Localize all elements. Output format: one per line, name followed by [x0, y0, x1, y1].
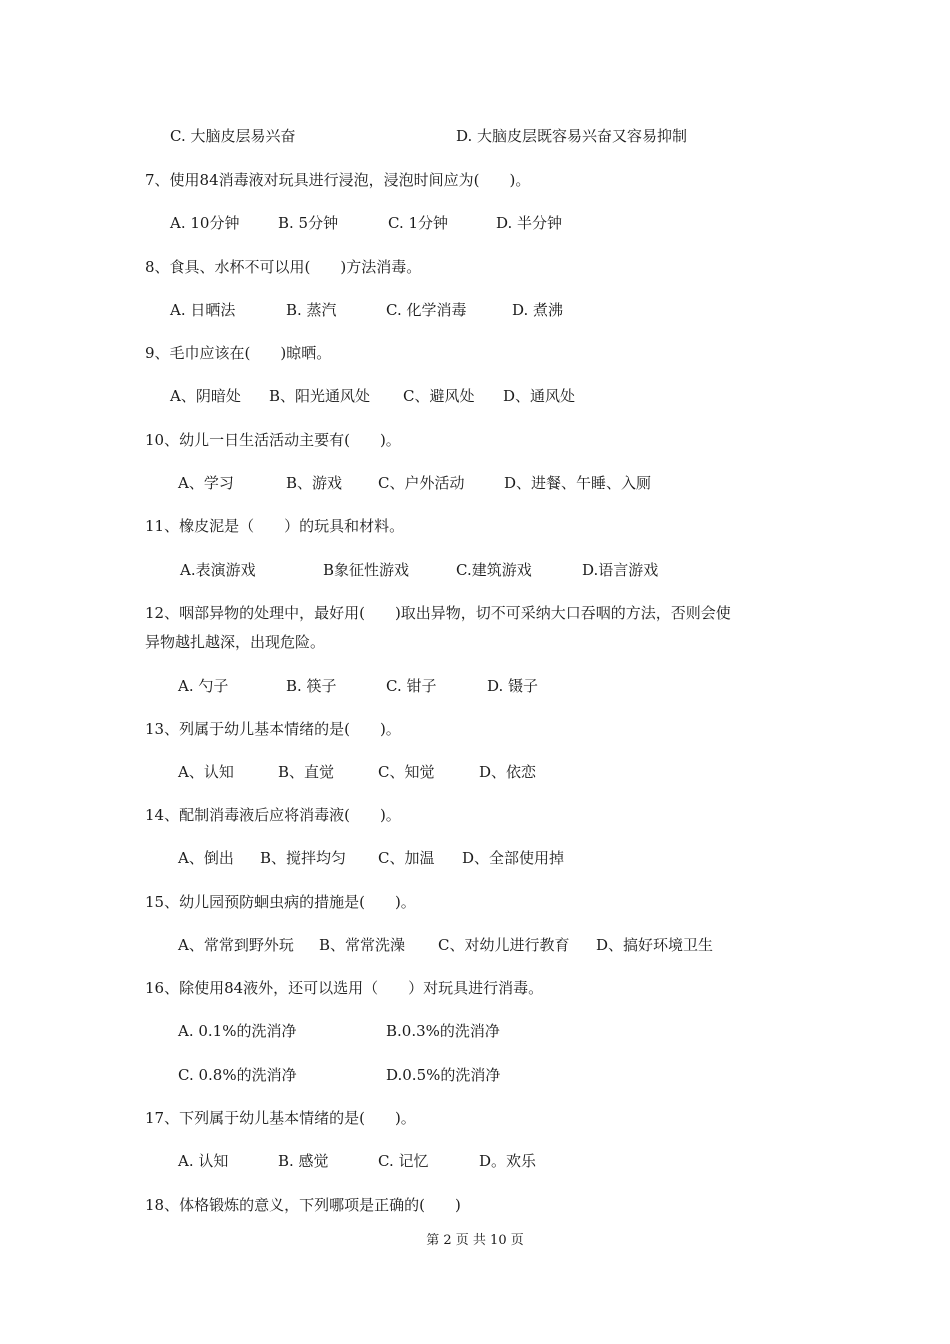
q15-option-a: A、常常到野外玩 [178, 936, 294, 954]
q13-stem: 13、列属于幼儿基本情绪的是( )。 [145, 720, 401, 738]
q16-option-d: D.0.5%的洗消净 [386, 1066, 501, 1084]
q7-option-a: A. 10分钟 [170, 214, 240, 232]
page-footer: 第 2 页 共 10 页 [426, 1233, 524, 1248]
q10-option-a: A、学习 [178, 474, 234, 492]
q15-stem: 15、幼儿园预防蛔虫病的措施是( )。 [145, 893, 416, 911]
q16-stem: 16、除使用84液外，还可以选用（ ）对玩具进行消毒。 [145, 979, 544, 997]
q17-option-a: A. 认知 [178, 1152, 229, 1170]
q18-stem: 18、体格锻炼的意义，下列哪项是正确的( ) [145, 1196, 461, 1214]
q8-stem: 8、食具、水杯不可以用( )方法消毒。 [145, 258, 422, 276]
q9-stem: 9、毛巾应该在( )晾晒。 [145, 344, 332, 362]
q17-stem: 17、下列属于幼儿基本情绪的是( )。 [145, 1109, 416, 1127]
q8-option-a: A. 日晒法 [170, 301, 236, 319]
q8-option-c: C. 化学消毒 [386, 301, 467, 319]
q9-option-b: B、阳光通风处 [269, 387, 371, 405]
q15-option-b: B、常常洗澡 [319, 936, 406, 954]
q11-option-a: A.表演游戏 [180, 561, 256, 579]
q16-option-c: C. 0.8%的洗消净 [178, 1066, 297, 1084]
q6-option-c: C. 大脑皮层易兴奋 [170, 127, 296, 145]
q13-option-a: A、认知 [178, 763, 234, 781]
q10-option-d: D、进餐、午睡、入厕 [504, 474, 652, 492]
q14-option-c: C、加温 [378, 849, 435, 867]
q7-option-d: D. 半分钟 [496, 214, 563, 232]
q8-option-b: B. 蒸汽 [286, 301, 337, 319]
q7-option-c: C. 1分钟 [388, 214, 449, 232]
q13-option-c: C、知觉 [378, 763, 435, 781]
q10-option-c: C、户外活动 [378, 474, 465, 492]
q15-option-d: D、搞好环境卫生 [596, 936, 714, 954]
q12-option-a: A. 勺子 [178, 677, 229, 695]
q12-option-d: D. 镊子 [487, 677, 539, 695]
q17-option-c: C. 记忆 [378, 1152, 429, 1170]
q14-option-d: D、全部使用掉 [462, 849, 565, 867]
q11-option-c: C.建筑游戏 [456, 561, 532, 579]
q16-option-b: B.0.3%的洗消净 [386, 1022, 500, 1040]
q12-option-b: B. 筷子 [286, 677, 337, 695]
q15-option-c: C、对幼儿进行教育 [438, 936, 570, 954]
q12-stem-line2: 异物越扎越深，出现危险。 [145, 633, 326, 651]
q13-option-b: B、直觉 [278, 763, 335, 781]
q10-stem: 10、幼儿一日生活活动主要有( )。 [145, 431, 401, 449]
q12-option-c: C. 钳子 [386, 677, 437, 695]
q11-option-d: D.语言游戏 [582, 561, 659, 579]
q14-stem: 14、配制消毒液后应将消毒液( )。 [145, 806, 401, 824]
q12-stem-line1: 12、咽部异物的处理中，最好用( )取出异物，切不可采纳大口吞咽的方法，否则会使 [145, 604, 731, 622]
q7-option-b: B. 5分钟 [278, 214, 339, 232]
q6-option-d: D. 大脑皮层既容易兴奋又容易抑制 [456, 127, 688, 145]
q17-option-b: B. 感觉 [278, 1152, 329, 1170]
q11-option-b: B象征性游戏 [323, 561, 410, 579]
q8-option-d: D. 煮沸 [512, 301, 564, 319]
q17-option-d: D。欢乐 [479, 1152, 537, 1170]
q13-option-d: D、依恋 [479, 763, 537, 781]
q9-option-d: D、通风处 [503, 387, 576, 405]
q9-option-a: A、阴暗处 [170, 387, 241, 405]
q7-stem: 7、使用84消毒液对玩具进行浸泡，浸泡时间应为( )。 [145, 171, 531, 189]
q9-option-c: C、避风处 [403, 387, 475, 405]
q14-option-b: B、搅拌均匀 [260, 849, 347, 867]
q10-option-b: B、游戏 [286, 474, 343, 492]
q14-option-a: A、倒出 [178, 849, 234, 867]
q16-option-a: A. 0.1%的洗消净 [178, 1022, 297, 1040]
q11-stem: 11、橡皮泥是（ ）的玩具和材料。 [145, 517, 405, 535]
